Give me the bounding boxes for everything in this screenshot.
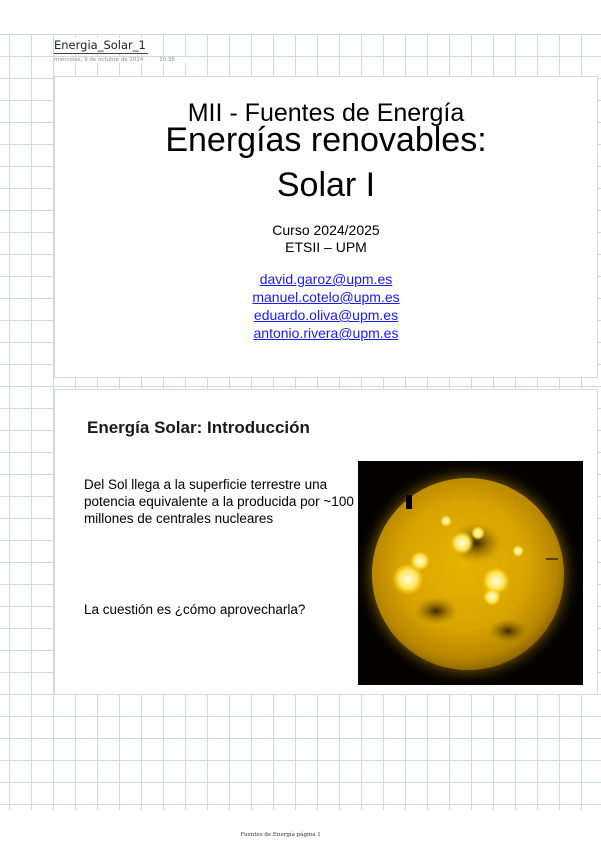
sun-image (358, 461, 583, 685)
footer-text: Fuentes de Energía página 1 (240, 832, 321, 838)
email-link-rivera[interactable]: antonio.rivera@upm.es (253, 325, 399, 341)
slide-title (54, 76, 598, 378)
page-title[interactable]: Energia_Solar_1 (54, 38, 146, 52)
email-link-oliva[interactable]: eduardo.oliva@upm.es (253, 307, 399, 323)
email-link-garoz[interactable]: david.garoz@upm.es (259, 271, 393, 287)
school-name: ETSII – UPM (285, 239, 367, 255)
sun-illustration (358, 461, 583, 685)
slide-question-text: La cuestión es ¿cómo aprovecharla? (84, 602, 306, 617)
course-year: Curso 2024/2025 (272, 222, 380, 238)
slide-body-text: Del Sol llega a la superficie terrestre una potencia equivalente a la producida por ~100 millones de centrales nucleares (84, 477, 354, 526)
course-name: MII - Fuentes de Energía (187, 99, 465, 127)
email-link-cotelo[interactable]: manuel.cotelo@upm.es (252, 289, 400, 305)
slide-introduction (54, 389, 598, 695)
slide-title-line1: Energías renovables: (165, 121, 487, 159)
slide-heading: Energía Solar: Introducción (87, 418, 310, 437)
page-date: miércoles, 9 de octubre de 2024 (54, 57, 144, 63)
page-footer (0, 832, 601, 838)
page-timestamp (54, 57, 189, 63)
slide-title-line2: Solar I (276, 166, 376, 204)
email-list (55, 270, 597, 342)
page-time: 10:35 (159, 57, 175, 63)
